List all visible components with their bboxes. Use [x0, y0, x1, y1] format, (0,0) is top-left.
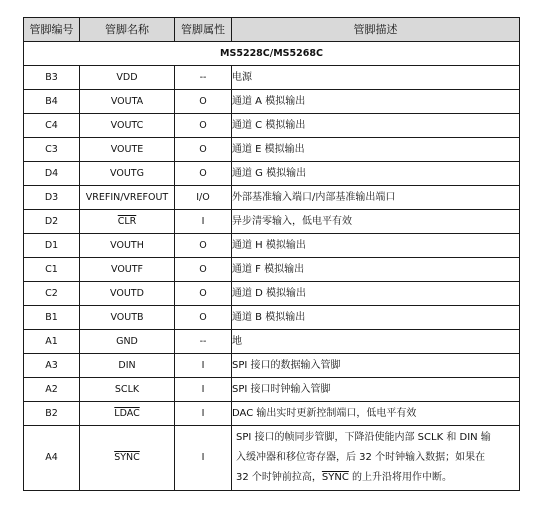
pin-attribute: O [175, 282, 232, 306]
table-row [24, 66, 520, 90]
pin-number: D2 [24, 210, 80, 234]
pin-number: D3 [24, 186, 80, 210]
pin-description: 通道 B 模拟输出 [232, 306, 520, 330]
pin-description: 电源 [232, 66, 520, 90]
desc-line-3: 32 个时钟前拉高， [236, 472, 322, 483]
pin-number: C1 [24, 258, 80, 282]
table-row [24, 138, 520, 162]
pin-number: B1 [24, 306, 80, 330]
pin-name [80, 210, 175, 234]
header-pin-name: 管脚名称 [80, 18, 175, 42]
pin-description: 通道 A 模拟输出 [232, 90, 520, 114]
pin-attribute: I [175, 402, 232, 426]
pin-number: C3 [24, 138, 80, 162]
pin-attribute: I/O [175, 186, 232, 210]
table-row [24, 114, 520, 138]
table-row [24, 306, 520, 330]
pin-number: D4 [24, 162, 80, 186]
pin-name: VOUTH [80, 234, 175, 258]
pin-name [80, 402, 175, 426]
pin-number: A1 [24, 330, 80, 354]
pin-description: SPI 接口的数据输入管脚 [232, 354, 520, 378]
table-row [24, 402, 520, 426]
pin-attribute: O [175, 90, 232, 114]
pin-number: C2 [24, 282, 80, 306]
pin-description: 通道 E 模拟输出 [232, 138, 520, 162]
table-row [24, 426, 520, 491]
table-row [24, 330, 520, 354]
pin-description: SPI 接口时钟输入管脚 [232, 378, 520, 402]
pin-attribute: -- [175, 330, 232, 354]
table-row [24, 90, 520, 114]
pin-attribute: O [175, 138, 232, 162]
table-row [24, 354, 520, 378]
model-name: MS5228C/MS5268C [24, 42, 520, 66]
pin-number: B2 [24, 402, 80, 426]
pin-name: VDD [80, 66, 175, 90]
desc-line-3-end: 的上升沿将用作中断。 [348, 472, 453, 483]
pin-number: A2 [24, 378, 80, 402]
table-row [24, 282, 520, 306]
model-row [24, 42, 520, 66]
table-row [24, 258, 520, 282]
table-row [24, 234, 520, 258]
pin-name: VREFIN/VREFOUT [80, 186, 175, 210]
pin-name [80, 426, 175, 491]
pin-description: 异步清零输入，低电平有效 [232, 210, 520, 234]
pin-description: 地 [232, 330, 520, 354]
header-pin-description: 管脚描述 [232, 18, 520, 42]
pin-name: VOUTB [80, 306, 175, 330]
pin-number: A3 [24, 354, 80, 378]
pin-attribute: O [175, 114, 232, 138]
pin-attribute: I [175, 426, 232, 491]
pin-attribute: I [175, 210, 232, 234]
pin-description: DAC 输出实时更新控制端口，低电平有效 [232, 402, 520, 426]
pin-attribute: I [175, 378, 232, 402]
pin-name-overline: $\overline{CLR}$ [117, 215, 137, 227]
pin-description: 通道 H 模拟输出 [232, 234, 520, 258]
header-pin-attribute: 管脚属性 [175, 18, 232, 42]
pin-description-table [23, 17, 520, 491]
pin-description: 通道 C 模拟输出 [232, 114, 520, 138]
pin-name: VOUTE [80, 138, 175, 162]
table-header-row [24, 18, 520, 42]
desc-sync-overline: SYNC [321, 472, 349, 483]
pin-name: VOUTD [80, 282, 175, 306]
pin-number: C4 [24, 114, 80, 138]
pin-name: VOUTC [80, 114, 175, 138]
desc-line-2: 入缓冲器和移位寄存器，后 32 个时钟输入数据；如果在 [236, 452, 486, 463]
header-pin-number: 管脚编号 [24, 18, 80, 42]
pin-description: 通道 G 模拟输出 [232, 162, 520, 186]
pin-attribute: O [175, 234, 232, 258]
pin-number: B3 [24, 66, 80, 90]
pin-attribute: -- [175, 66, 232, 90]
pin-name: SCLK [80, 378, 175, 402]
pin-name-overline: SYNC [114, 452, 140, 463]
pin-name: VOUTA [80, 90, 175, 114]
pin-attribute: O [175, 258, 232, 282]
pin-name-overline: LDAC [114, 407, 140, 419]
pin-attribute: O [175, 306, 232, 330]
pin-number: A4 [24, 426, 80, 491]
desc-line-1: SPI 接口的帧同步管脚，下降沿使能内部 SCLK 和 DIN 输 [236, 432, 491, 443]
table-row [24, 162, 520, 186]
pin-attribute: I [175, 354, 232, 378]
pin-number: B4 [24, 90, 80, 114]
pin-name: VOUTF [80, 258, 175, 282]
pin-number: D1 [24, 234, 80, 258]
pin-name: GND [80, 330, 175, 354]
pin-description-text [232, 426, 519, 490]
pin-description: 通道 D 模拟输出 [232, 282, 520, 306]
table-row [24, 210, 520, 234]
pin-attribute: O [175, 162, 232, 186]
table-row [24, 186, 520, 210]
pin-description [232, 426, 520, 491]
pin-name: VOUTG [80, 162, 175, 186]
pin-description: 通道 F 模拟输出 [232, 258, 520, 282]
pin-description: 外部基准输入端口/内部基准输出端口 [232, 186, 520, 210]
table-row [24, 378, 520, 402]
pin-name: DIN [80, 354, 175, 378]
